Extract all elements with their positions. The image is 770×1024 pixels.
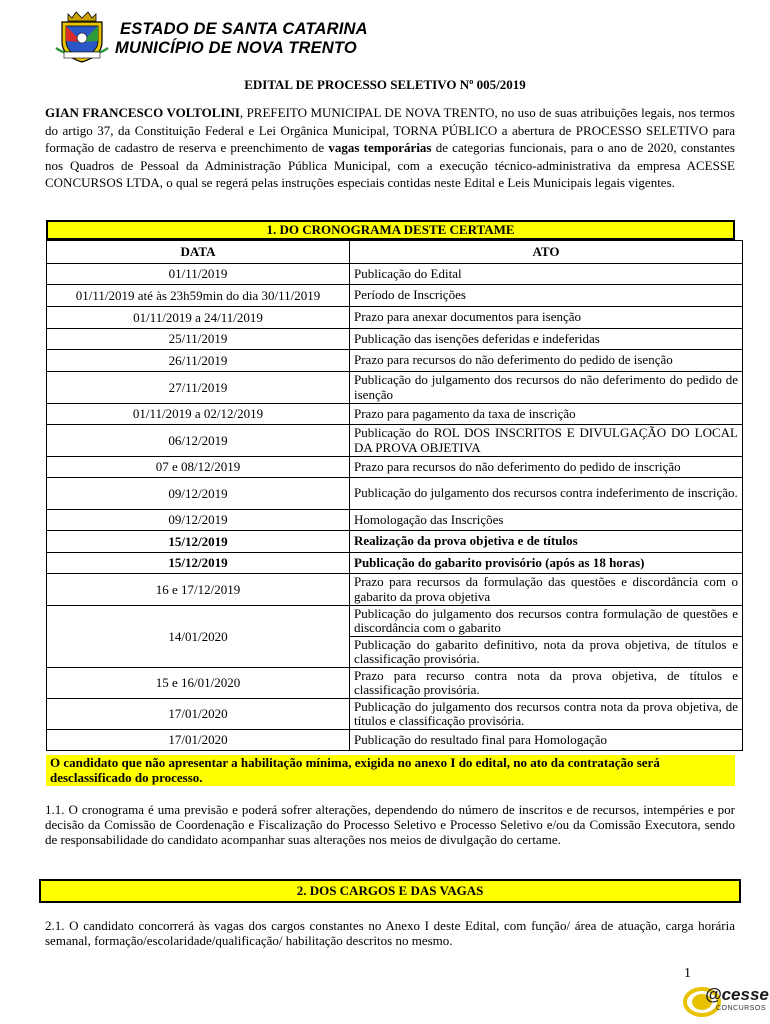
schedule-act-cell: Homologação das Inscrições (350, 510, 743, 531)
page-number: 1 (684, 966, 691, 981)
schedule-act-cell: Prazo para recursos da formulação das questões e discordância com o gabarito da prova objetiva (350, 574, 743, 606)
schedule-act-cell: Publicação do gabarito provisório (após as 18 horas) (350, 553, 743, 574)
schedule-act-cell: Prazo para recursos do não deferimento do pedido de inscrição (350, 457, 743, 478)
schedule-date-cell: 17/01/2020 (47, 730, 350, 751)
schedule-act-cell: Publicação do ROL DOS INSCRITOS E DIVULGAÇÃO DO LOCAL DA PROVA OBJETIVA (350, 425, 743, 457)
schedule-row (47, 574, 743, 606)
schedule-date-cell: 07 e 08/12/2019 (47, 457, 350, 478)
schedule-act-cell: Período de Inscrições (350, 285, 743, 307)
schedule-row (47, 264, 743, 285)
paragraph-2-1: 2.1. O candidato concorrerá às vagas dos cargos constantes no Anexo I deste Edital, com função/ área de atuação, carga horária semanal, formação/escolaridade/qualificação/ habilitação descritos no mesmo. (45, 918, 735, 949)
schedule-act-cell: Publicação do julgamento dos recursos contra formulação de questões e discordância com o gabarito (350, 606, 743, 637)
schedule-act-cell: Publicação do gabarito definitivo, nota da prova objetiva, de títulos e classificação provisória. (350, 637, 743, 668)
schedule-date-cell: 27/11/2019 (47, 372, 350, 404)
schedule-row (47, 510, 743, 531)
schedule-header-row (47, 241, 743, 264)
schedule-date-cell: 01/11/2019 a 02/12/2019 (47, 404, 350, 425)
column-header-date: DATA (47, 241, 350, 264)
schedule-act-cell: Publicação do julgamento dos recursos do não deferimento do pedido de isenção (350, 372, 743, 404)
schedule-row (47, 350, 743, 372)
logo-subtitle: CONCURSOS (716, 1005, 767, 1012)
mayor-name: GIAN FRANCESCO VOLTOLINI (45, 105, 240, 120)
document-header (54, 8, 714, 68)
schedule-row (47, 478, 743, 510)
schedule-date-cell: 06/12/2019 (47, 425, 350, 457)
intro-text-part1: , PREFEITO MUNICIPAL DE NOVA TRENTO, no uso de suas atribuições legais, nos termos do artigo 37, da Constituição Federal e Lei Orgânica Municipal, TORNA PÚBLICO a abertura de PROCESSO SELETIVO para formação de cadastro de reserva e preenchimento de (45, 105, 735, 155)
schedule-table (46, 240, 743, 751)
disqualification-warning: O candidato que não apresentar a habilitação mínima, exigida no anexo I do edital, no ato da contratação será desclassificado do processo. (46, 755, 735, 786)
paragraph-1-1: 1.1. O cronograma é uma previsão e poderá sofrer alterações, dependendo do número de inscritos e de recursos, intempéries e por decisão da Comissão de Coordenação e Fiscalização do Processo Seletivo e Processo Seletivo e/ou da Comissão Executora, sendo de responsabilidade do candidato acompanhar suas alterações nos meios de divulgação do certame. (45, 802, 735, 848)
schedule-act-cell: Realização da prova objetiva e de títulos (350, 531, 743, 553)
schedule-row (47, 285, 743, 307)
section1-heading: 1. DO CRONOGRAMA DESTE CERTAME (46, 220, 735, 240)
schedule-row (47, 372, 743, 404)
schedule-date-cell: 01/11/2019 até às 23h59min do dia 30/11/2019 (47, 285, 350, 307)
schedule-act-cell: Prazo para recurso contra nota da prova objetiva, de títulos e classificação provisória. (350, 668, 743, 699)
schedule-date-cell: 01/11/2019 a 24/11/2019 (47, 307, 350, 329)
intro-text-part2: de categorias funcionais, para o ano de 2020, constantes nos Quadros de Pessoal da Administração Pública Municipal, com a execução técnico-administrativa da empresa ACESSE CONCURSOS LTDA, o qual se regerá pelas instruções especiais contidas neste Edital e Leis Municipais legais vigentes. (45, 140, 735, 190)
schedule-row (47, 668, 743, 699)
header-municipality-name: MUNICÍPIO DE NOVA TRENTO (115, 39, 357, 57)
section2-heading: 2. DOS CARGOS E DAS VAGAS (39, 879, 741, 903)
schedule-row (47, 425, 743, 457)
municipal-crest-icon (54, 8, 110, 64)
schedule-row (47, 531, 743, 553)
schedule-date-cell: 14/01/2020 (47, 606, 350, 668)
column-header-act: ATO (350, 241, 743, 264)
schedule-date-cell: 25/11/2019 (47, 329, 350, 350)
schedule-row (47, 404, 743, 425)
intro-bold-term: vagas temporárias (328, 140, 432, 155)
schedule-act-cell: Prazo para recursos do não deferimento do pedido de isenção (350, 350, 743, 372)
schedule-date-cell: 16 e 17/12/2019 (47, 574, 350, 606)
schedule-act-cell: Prazo para anexar documentos para isenção (350, 307, 743, 329)
schedule-date-cell: 01/11/2019 (47, 264, 350, 285)
schedule-date-cell: 15 e 16/01/2020 (47, 668, 350, 699)
schedule-act-cell: Publicação do Edital (350, 264, 743, 285)
schedule-row (47, 329, 743, 350)
schedule-row (47, 699, 743, 730)
schedule-act-cell: Publicação do resultado final para Homologação (350, 730, 743, 751)
schedule-date-cell: 15/12/2019 (47, 531, 350, 553)
schedule-act-cell: Publicação do julgamento dos recursos contra nota da prova objetiva, de títulos e classificação provisória. (350, 699, 743, 730)
schedule-row (47, 457, 743, 478)
schedule-date-cell: 26/11/2019 (47, 350, 350, 372)
intro-paragraph (45, 104, 735, 192)
schedule-date-cell: 17/01/2020 (47, 699, 350, 730)
schedule-row (47, 606, 743, 637)
schedule-act-cell: Publicação do julgamento dos recursos contra indeferimento de inscrição. (350, 478, 743, 510)
document-title: EDITAL DE PROCESSO SELETIVO Nº 005/2019 (244, 77, 526, 92)
schedule-act-cell: Prazo para pagamento da taxa de inscrição (350, 404, 743, 425)
schedule-row (47, 307, 743, 329)
schedule-row (47, 730, 743, 751)
schedule-date-cell: 09/12/2019 (47, 510, 350, 531)
schedule-date-cell: 15/12/2019 (47, 553, 350, 574)
schedule-date-cell: 09/12/2019 (47, 478, 350, 510)
schedule-body (47, 264, 743, 751)
logo-wordmark: @cesse (705, 985, 769, 1004)
schedule-row (47, 553, 743, 574)
schedule-act-cell: Publicação das isenções deferidas e indeferidas (350, 329, 743, 350)
header-state-name: ESTADO DE SANTA CATARINA (120, 20, 368, 38)
